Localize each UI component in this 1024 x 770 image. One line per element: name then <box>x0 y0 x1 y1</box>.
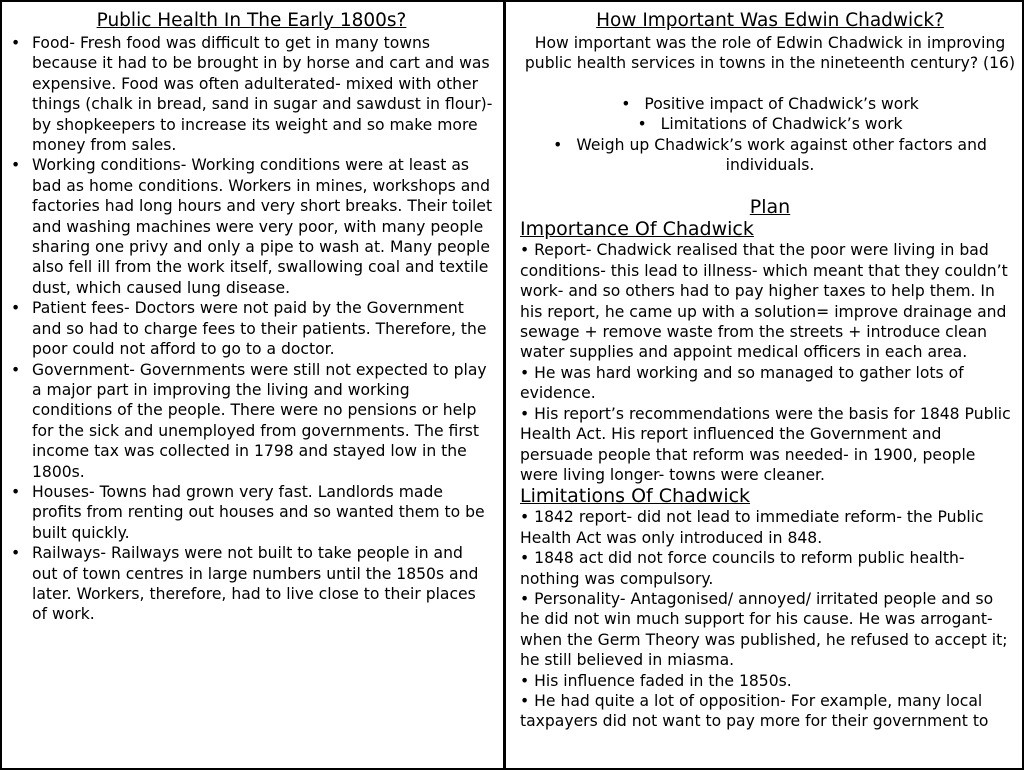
list-item-text: 1842 report- did not lead to immediate reform- the Public Health Act was only introduced in 848. <box>520 508 984 547</box>
list-item <box>10 360 493 482</box>
list-item <box>520 671 1016 691</box>
bullet-icon: • <box>520 549 530 568</box>
list-item <box>520 404 1016 486</box>
left-panel <box>0 0 505 770</box>
bullet-icon: • <box>621 94 631 113</box>
list-item-text: Weigh up Chadwick’s work against other factors and individuals. <box>576 135 987 175</box>
list-item-text: He was hard working and so managed to gather lots of evidence. <box>520 363 964 403</box>
bullet-icon: • <box>11 299 21 318</box>
list-item <box>520 240 1016 362</box>
list-item-text: Working conditions- Working conditions were at least as bad as home conditions. Workers in mines, workshops and factories had long hours and very short breaks. Their toilet and washing machines were very poor, with many people sharing one privy and only a pipe to wash at. Many people also fell ill from the work itself, swallowing coal and textile dust, which caused lung disease. <box>32 156 493 297</box>
bullet-icon: • <box>520 508 530 527</box>
bullet-icon: • <box>520 404 530 423</box>
list-item-text: Personality- Antagonised/ annoyed/ irritated people and so he did not win much support for his cause. He was arrogant- when the Germ Theory was published, he refused to accept it; he still believed in miasma. <box>520 589 1008 670</box>
bullet-icon: • <box>11 360 21 379</box>
limitations-heading: Limitations Of Chadwick <box>520 485 751 508</box>
list-item <box>10 482 493 543</box>
list-item <box>10 33 493 155</box>
list-item-text: Positive impact of Chadwick’s work <box>644 94 919 113</box>
list-item <box>520 589 1016 671</box>
list-item-text: Food- Fresh food was difficult to get in many towns because it had to be brought in by horse and cart and was expensive. Food was often adulterated- mixed with other things (chalk in bread, sand in sugar and sawdust in flour)- by shopkeepers to increase its weight and so make more money from sales. <box>32 34 493 155</box>
list-item-text: His influence faded in the 1850s. <box>534 671 792 690</box>
plan-title: Plan <box>749 196 791 219</box>
list-item <box>520 507 1016 548</box>
right-title: How Important Was Edwin Chadwick? <box>596 10 944 31</box>
importance-heading: Importance Of Chadwick <box>520 218 754 241</box>
list-item <box>520 363 1016 404</box>
bullet-icon: • <box>520 691 530 710</box>
list-item <box>10 155 493 298</box>
bullet-icon: • <box>11 544 21 563</box>
list-item <box>524 94 1016 114</box>
left-bullet-list <box>10 33 493 625</box>
list-item <box>10 543 493 625</box>
list-item-text: Government- Governments were still not expected to play a major part in improving the living and working conditions of the people. There were no pensions or help for the sick and unemployed from governments. The first income tax was collected in 1798 and stayed low in the 1800s. <box>32 360 487 481</box>
bullet-icon: • <box>637 115 647 134</box>
list-item <box>524 114 1016 134</box>
list-item-text: Patient fees- Doctors were not paid by the Government and so had to charge fees to their patients. Therefore, the poor could not afford to go to a doctor. <box>32 299 487 359</box>
importance-list <box>520 240 1016 485</box>
right-panel <box>503 0 1024 770</box>
list-item-text: Houses- Towns had grown very fast. Landlords made profits from renting out houses and so wanted them to be built quickly. <box>32 482 485 542</box>
list-item-text: Railways- Railways were not built to take people in and out of town centres in large numbers until the 1850s and later. Workers, therefore, had to live close to their places of work. <box>32 544 479 624</box>
list-item <box>10 298 493 359</box>
left-title: Public Health In The Early 1800s? <box>96 10 407 31</box>
list-item <box>524 135 1016 176</box>
essay-question: How important was the role of Edwin Chadwick in improving public health services in towns in the nineteenth century? (16) <box>524 34 1016 73</box>
list-item-text: His report’s recommendations were the basis for 1848 Public Health Act. His report influenced the Government and persuade people that reform was needed- in 1900, people were living longer- towns were cleaner. <box>520 404 1011 484</box>
essay-points-list <box>524 94 1016 176</box>
limitations-list <box>520 507 1016 731</box>
list-item <box>520 548 1016 589</box>
bullet-icon: • <box>520 363 530 382</box>
list-item <box>520 691 1016 732</box>
list-item-text: Report- Chadwick realised that the poor were living in bad conditions- this lead to illness- which meant that they couldn’t work- and so others had to pay higher taxes to help them. In his report, he came up with a solution= improve drainage and sewage + remove waste from the streets + introduce clean water supplies and appoint medical officers in each area. <box>520 241 1008 362</box>
bullet-icon: • <box>520 241 530 260</box>
list-item-text: 1848 act did not force councils to reform public health- nothing was compulsory. <box>520 549 965 588</box>
list-item-text: Limitations of Chadwick’s work <box>660 115 903 134</box>
bullet-icon: • <box>553 135 563 154</box>
bullet-icon: • <box>520 589 530 608</box>
bullet-icon: • <box>11 482 21 501</box>
list-item-text: He had quite a lot of opposition- For example, many local taxpayers did not want to pay more for their government to <box>520 691 989 731</box>
bullet-icon: • <box>520 671 530 690</box>
bullet-icon: • <box>11 34 21 52</box>
bullet-icon: • <box>11 156 21 175</box>
